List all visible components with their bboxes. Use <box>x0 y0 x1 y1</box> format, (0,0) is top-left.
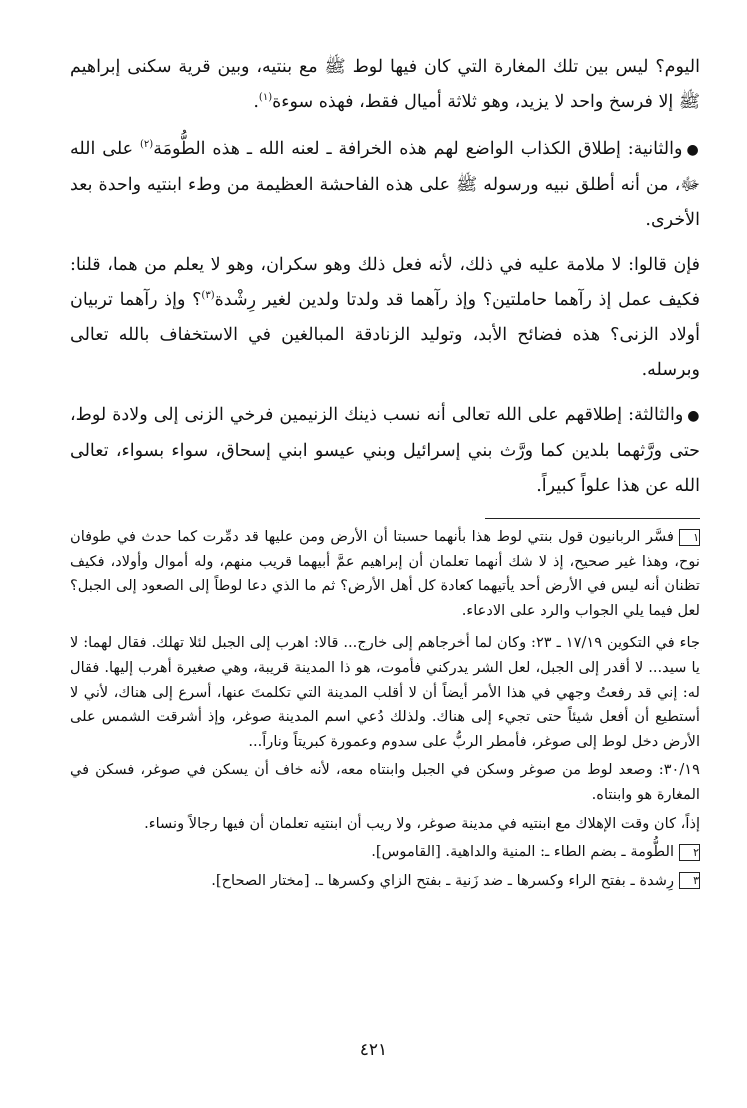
paragraph-3-text-a: فإن قالوا: لا ملامة عليه في ذلك، لأنه فعل ذلك وهو سكران، وهو لا يعلم من هما، قلنا: فكيف عمل إذ رآهما حاملتين؟ وإذ رآهما قد ولدتا ولدين لغير رِشْدة <box>70 255 700 310</box>
footnote-number-badge: ٣ <box>679 872 700 889</box>
footnote-3 <box>70 869 700 894</box>
paragraph-1-text: اليوم؟ ليس بين تلك المغارة التي كان فيها لوط ﷺ مع بنتيه، وبين قرية سكنى إبراهيم ﷺ إلا فرسخ واحد لا يزيد، وهو ثلاثة أميال فقط، فهذه سوءة <box>70 57 700 112</box>
footnote-ref-3[interactable]: (٣) <box>201 290 215 302</box>
main-text <box>70 50 700 504</box>
paragraph-2-text-b: على الله ﷻ، من أنه أطلق نبيه ورسوله ﷺ على هذه الفاحشة العظيمة من وطء ابنتيه واحدة بعد الأخرى. <box>70 139 700 230</box>
footnote-ref-1[interactable]: (١) <box>258 92 273 104</box>
paragraph-3-text-b: ؟ وإذ رآهما تربيان أولاد الزنى؟ هذه فضائح الأبد، وتوليد الزنادقة المبالغين في الاستخفاف بالله تعالى وبرسله. <box>70 290 700 380</box>
footnotes <box>70 525 700 893</box>
paragraph-3 <box>70 248 700 388</box>
footnote-3-text: رِشدة ـ بفتح الراء وكسرها ـ ضد زَنية ـ بفتح الزاي وكسرها ـ. [مختار الصحاح]. <box>211 871 674 889</box>
footnote-number-badge: ٢ <box>679 844 700 861</box>
bullet-icon: ● <box>686 142 701 158</box>
footnote-2-text: الطُّومة ـ بضم الطاء ـ: المنية والداهية. [القاموس]. <box>371 843 674 861</box>
bullet-icon: ● <box>687 408 700 424</box>
footnote-divider <box>485 518 700 519</box>
paragraph-4-text: والثالثة: إطلاقهم على الله تعالى أنه نسب ذينك الزنيمين فرخي الزنى إلى ولادة لوط، حتى ورَّثهما بلدين كما ورَّث بني إسرائيل وبني عيسو ابني إسحاق، سواء بسواء، تعالى الله عن هذا علواً كبيراً. <box>70 405 700 496</box>
footnote-1-quote: جاء في التكوين ١٧/١٩ ـ ٢٣: وكان لما أخرجاهم إلى خارج... قالا: اهرب إلى الجبل لئلا تهلك. فقال لهما: لا يا سيد... لا أقدر إلى الجبل، لعل الشر يدركني فأموت، هو ذا المدينة قريبة، وهي صغيرة أهرب إليها. فقال له: إني قد رفعتُ وجهي في هذا الأمر أيضاً أن لا أقلب المدينة التي تكلمتَ عنها، أسرع إلى هناك، لأني لا أستطيع أن أفعل شيئاً حتى تجيء إلى هناك. ولذلك دُعي اسم المدينة صوغر، وإذ أشرقت الشمس على الأرض دخل لوط إلى صوغر، فأمطر الربُّ على سدوم وعمورة كبريتاً وناراً... <box>70 634 701 750</box>
footnote-2 <box>70 840 700 865</box>
book-page <box>70 50 700 897</box>
footnote-1-verse: ٣٠/١٩: وصعد لوط من صوغر وسكن في الجبل وابنتاه معه، لأنه خاف أن يسكن في صوغر، فسكن في المغارة هو وابنتاه. <box>70 761 700 803</box>
paragraph-1 <box>70 50 700 120</box>
paragraph-2 <box>70 132 700 238</box>
footnote-1 <box>70 525 700 623</box>
footnote-1-text: فسَّر الربانيون قول بنتي لوط هذا بأنهما حسبتا أن الأرض ومن عليها قد دمِّرت كما حدث في طوفان نوح، وهذا غير صحيح، إذ لا شك أنهما تعلمان أن إبراهيم عمَّ أبيهما قريب منهم، وله أموال وأولاد، فكيف تظنان أنه ليس في الأرض أحد يأتيهما كعادة كل أهل الأرض؟ ثم ما الذي دعا لوطاً إلى الصعود إلى الجبل؟ لعل فيما يلي الجواب والرد على الادعاء. <box>70 528 700 619</box>
paragraph-2-text-a: والثانية: إطلاق الكذاب الواضع لهم هذه الخرافة ـ لعنه الله ـ هذه الطُّومَة <box>153 139 683 159</box>
footnote-number-badge: ١ <box>679 529 700 546</box>
paragraph-4 <box>70 398 700 504</box>
footnote-1-conclusion: إذاً، كان وقت الإهلاك مع ابنتيه في مدينة صوغر، ولا ريب أن ابنتيه تعلمان أن فيها رجالاً ونساء. <box>144 814 700 832</box>
paragraph-1-end: . <box>253 92 259 112</box>
page-number: ٤٢١ <box>359 1040 388 1060</box>
footnote-ref-2[interactable]: (٢) <box>140 139 154 151</box>
